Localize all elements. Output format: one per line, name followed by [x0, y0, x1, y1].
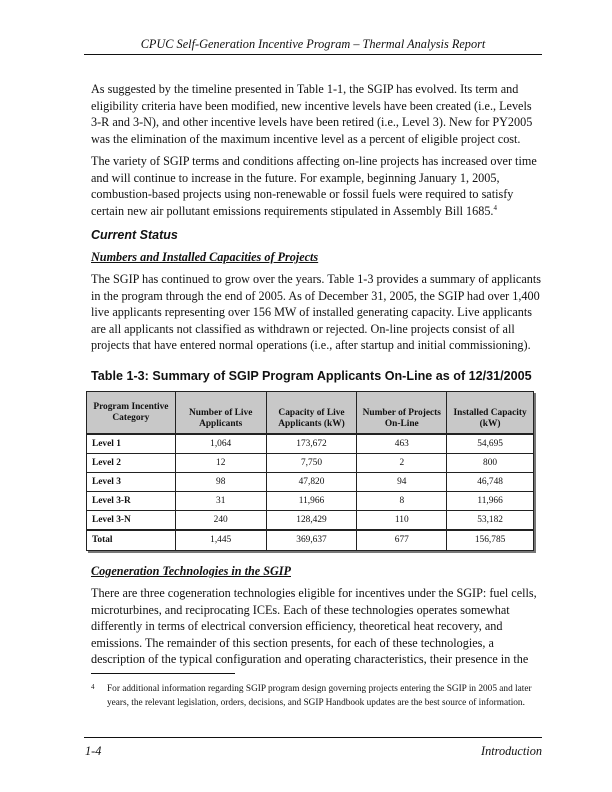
column-header: Number of Live Applicants	[175, 392, 266, 435]
subheading-numbers-capacities: Numbers and Installed Capacities of Projects	[91, 250, 319, 264]
column-header: Number of Projects On-Line	[357, 392, 447, 435]
paragraph-sgip-evolution: As suggested by the timeline presented in Table 1-1, the SGIP has evolved. Its term and eligibility criteria have been modified, new incentive levels have been created (i.e., Levels 3-R and 3-N), and other incentive levels have been retired (i.e., Level 3). New for PY2005 was the elimination of the maximum incentive level as a percent of eligible project cost.	[91, 82, 533, 146]
column-header: Capacity of Live Applicants (kW)	[266, 392, 357, 435]
table-cell: 7,750	[266, 454, 357, 473]
table-row	[87, 492, 534, 511]
table-cell: 46,748	[447, 473, 534, 492]
paragraph-program-growth: The SGIP has continued to grow over the years. Table 1-3 provides a summary of applicants in the program through the end of 2005. As of December 31, 2005, the SGIP had over 1,400 live applicants representing over 156 MW of installed generating capacity. Live applicants are all applicants not classified as withdrawn or rejected. On-line projects consist of all projects that have entered normal operations (i.e., after startup and initial commissioning).	[91, 272, 541, 353]
paragraph-terms-text: The variety of SGIP terms and conditions affecting on-line projects has increased over time and will continue to increase in the future. For example, beginning January 1, 2005, combustion-based projects using non-renewable or fossil fuels were required to satisfy certain new air pollutant emissions requirements stipulated in Assembly Bill 1685.	[91, 154, 537, 218]
table-row	[87, 473, 534, 492]
footer-rule	[84, 737, 542, 738]
footnote-separator	[91, 673, 235, 674]
table-cell: 12	[175, 454, 266, 473]
table-cell: 800	[447, 454, 534, 473]
table-cell: 53,182	[447, 511, 534, 531]
total-cell: 677	[357, 530, 447, 551]
subheading-cogeneration: Cogeneration Technologies in the SGIP	[91, 564, 291, 578]
table-header-row	[87, 392, 534, 435]
table-cell: 54,695	[447, 434, 534, 454]
table-cell: 1,064	[175, 434, 266, 454]
footnote-number: 4	[91, 683, 95, 691]
paragraph-terms-conditions	[91, 153, 543, 219]
table-cell: 2	[357, 454, 447, 473]
category-cell: Level 3-N	[87, 511, 176, 531]
total-cell: 156,785	[447, 530, 534, 551]
table-row	[87, 434, 534, 454]
column-header: Installed Capacity (kW)	[447, 392, 534, 435]
table-cell: 463	[357, 434, 447, 454]
running-header: CPUC Self-Generation Incentive Program – Thermal Analysis Report	[140, 37, 486, 51]
table-cell: 8	[357, 492, 447, 511]
total-label-cell: Total	[87, 530, 176, 551]
table-cell: 173,672	[266, 434, 357, 454]
category-cell: Level 2	[87, 454, 176, 473]
table-cell: 11,966	[266, 492, 357, 511]
category-cell: Level 1	[87, 434, 176, 454]
table-row	[87, 454, 534, 473]
heading-current-status: Current Status	[91, 228, 178, 242]
footnote	[91, 682, 543, 710]
category-cell: Level 3	[87, 473, 176, 492]
table-cell: 128,429	[266, 511, 357, 531]
total-cell: 1,445	[175, 530, 266, 551]
table-total-row	[87, 530, 534, 551]
paragraph-cogeneration: There are three cogeneration technologies eligible for incentives under the SGIP: fuel cells, microturbines, and reciprocating ICEs. Each of these technologies operates somewhat differently in terms of electrical conversion efficiency, theoretical heat recovery, and emissions. The remainder of this section presents, for each of these technologies, a description of the typical configuration and operating characteristics, their presence in the	[91, 586, 537, 667]
page-number: 1-4	[85, 744, 102, 758]
table-cell: 31	[175, 492, 266, 511]
category-cell: Level 3-R	[87, 492, 176, 511]
header-rule	[84, 54, 542, 55]
table-cell: 47,820	[266, 473, 357, 492]
table-cell: 94	[357, 473, 447, 492]
footer-section-name: Introduction	[480, 744, 542, 758]
table-caption: Table 1-3: Summary of SGIP Program Applicants On-Line as of 12/31/2005	[91, 369, 532, 383]
table-row	[87, 511, 534, 531]
column-header: Program Incentive Category	[87, 392, 176, 435]
footnote-text: For additional information regarding SGIP program design governing projects entering the SGIP in 2005 and later years, the relevant legislation, orders, decisions, and SGIP Handbook updates are the best source of information.	[107, 684, 532, 708]
table-cell: 110	[357, 511, 447, 531]
table-cell: 11,966	[447, 492, 534, 511]
table-cell: 240	[175, 511, 266, 531]
summary-table-container	[86, 391, 534, 551]
table-cell: 98	[175, 473, 266, 492]
footnote-reference[interactable]: 4	[493, 203, 497, 212]
summary-table	[86, 391, 534, 551]
total-cell: 369,637	[266, 530, 357, 551]
